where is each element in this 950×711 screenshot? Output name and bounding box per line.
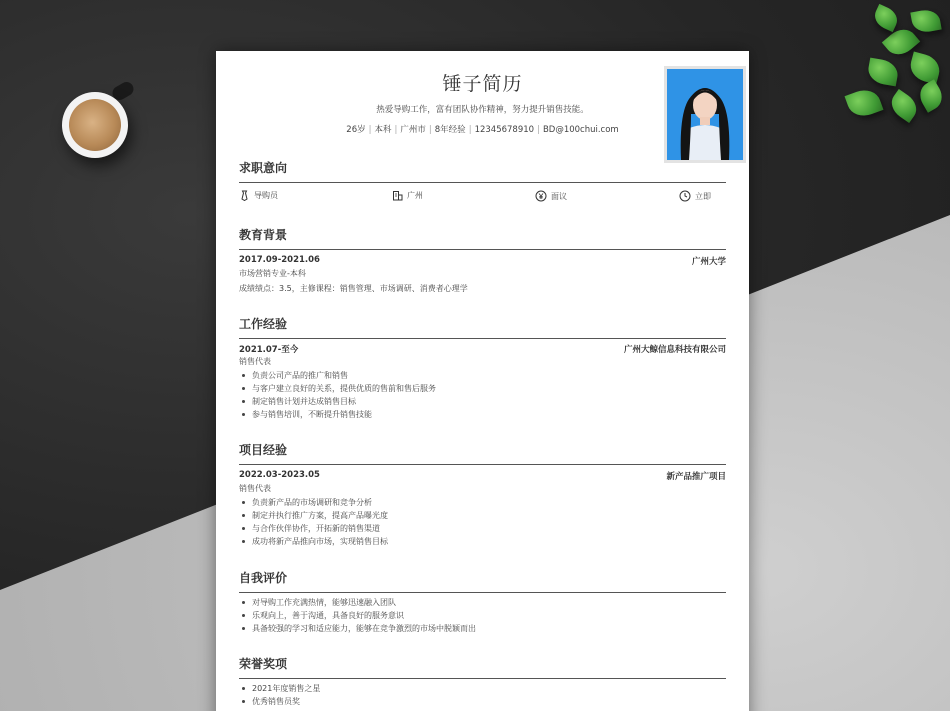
intent-position [239, 190, 278, 201]
education-period: 2017.09-2021.06 [239, 255, 320, 265]
resume-name: 锤子简历 [442, 73, 523, 95]
section-title-intent: 求职意向 [239, 159, 726, 183]
building-icon [392, 190, 403, 201]
contact-email: BD@100chui.com [542, 125, 619, 135]
project-name: 新产品推广项目 [666, 472, 726, 482]
profile-photo [664, 66, 746, 163]
work-header [239, 343, 726, 355]
list-item: 2021年度销售之星 [239, 682, 726, 695]
self-bullets [239, 596, 726, 635]
resume-tagline: 热爱导购工作，富有团队协作精神，努力提升销售技能。 [376, 105, 589, 115]
work-role: 销售代表 [239, 357, 271, 366]
section-title-work: 工作经验 [239, 315, 726, 339]
intent-city-label: 广州 [407, 191, 423, 200]
education-school: 广州大学 [691, 257, 726, 267]
list-item: 具备较强的学习和适应能力，能够在竞争激烈的市场中脱颖而出 [239, 622, 726, 635]
list-item: 制定并执行推广方案，提高产品曝光度 [239, 509, 726, 522]
contact-experience: 8年经验 [434, 125, 466, 135]
project-role: 销售代表 [239, 484, 271, 493]
work-company: 广州大鲸信息科技有限公司 [623, 345, 726, 355]
clock-icon [679, 190, 691, 202]
list-item: 对导购工作充满热情，能够迅速融入团队 [239, 596, 726, 609]
intent-salary [535, 190, 567, 202]
list-item: 乐观向上，善于沟通，具备良好的服务意识 [239, 609, 726, 622]
intent-salary-label: 面议 [551, 191, 567, 201]
intent-availability-label: 立即 [695, 191, 711, 201]
project-period: 2022.03-2023.05 [239, 470, 320, 480]
honors-bullets [239, 682, 726, 708]
list-item: 与客户建立良好的关系，提供优质的售前和售后服务 [239, 382, 726, 395]
work-bullets [239, 369, 726, 421]
project-header [239, 470, 726, 482]
list-item: 负责新产品的市场调研和竞争分析 [239, 496, 726, 509]
tie-icon [239, 190, 250, 201]
contact-phone: 12345678910 [474, 125, 535, 135]
list-item: 成功将新产品推向市场，实现销售目标 [239, 535, 726, 548]
contact-age: 26岁 [346, 125, 366, 135]
list-item: 制定销售计划并达成销售目标 [239, 395, 726, 408]
section-title-honors: 荣誉奖项 [239, 655, 726, 679]
coffee-cup [62, 92, 128, 158]
contact-degree: 本科 [374, 125, 392, 135]
education-header [239, 255, 726, 267]
work-period: 2021.07-至今 [239, 345, 299, 355]
intent-position-label: 导购员 [254, 191, 278, 200]
education-major: 市场营销专业-本科 [239, 269, 306, 278]
contact-city: 广州市 [400, 125, 426, 135]
contact-info: 26岁 | 本科 | 广州市 | 8年经验 | 12345678910 | BD@100chui.com [346, 125, 619, 135]
resume-page [216, 51, 749, 711]
list-item: 参与销售培训，不断提升销售技能 [239, 408, 726, 421]
intent-city [392, 190, 423, 201]
education-detail: 成绩绩点：3.5，主修课程：销售管理、市场调研、消费者心理学 [239, 284, 468, 293]
section-title-project: 项目经验 [239, 441, 726, 465]
section-title-education: 教育背景 [239, 226, 726, 250]
list-item: 优秀销售员奖 [239, 695, 726, 708]
section-title-self: 自我评价 [239, 569, 726, 593]
intent-availability [679, 190, 711, 202]
project-bullets [239, 496, 726, 548]
list-item: 负责公司产品的推广和销售 [239, 369, 726, 382]
list-item: 与合作伙伴协作，开拓新的销售渠道 [239, 522, 726, 535]
yen-icon [535, 190, 547, 202]
intent-row [239, 190, 726, 204]
